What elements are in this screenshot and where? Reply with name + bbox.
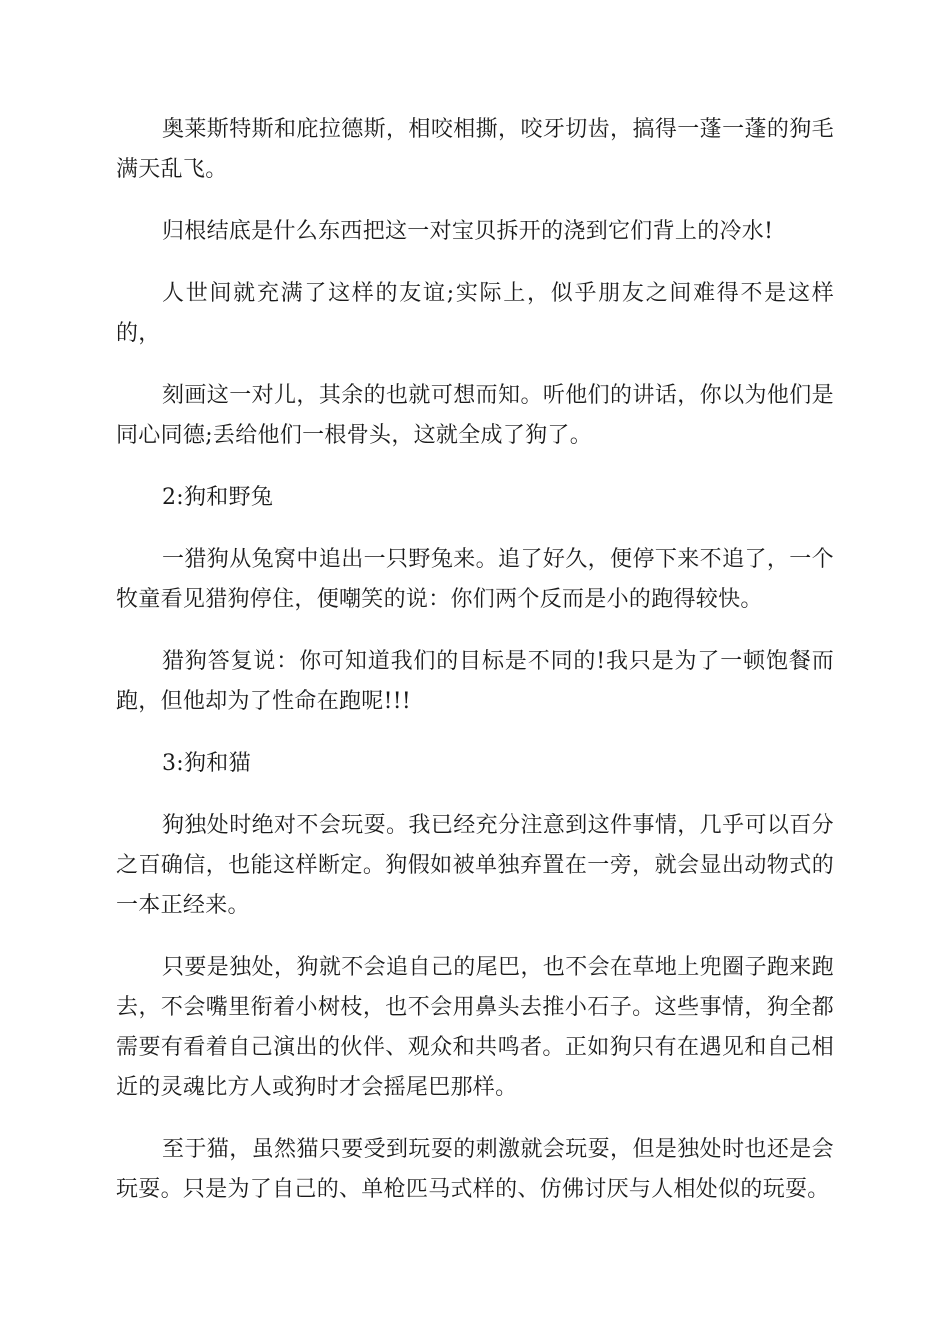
- paragraph-3: 人世间就充满了这样的友谊;实际上，似乎朋友之间难得不是这样的，: [116, 281, 834, 346]
- document-body: [116, 110, 834, 1232]
- paragraph-4: 刻画这一对儿，其余的也就可想而知。听他们的讲话，你以为他们是同心同德;丢给他们一根骨头，这就全成了狗了。: [116, 383, 834, 448]
- paragraph-5: 一猎狗从兔窝中追出一只野兔来。追了好久，便停下来不追了，一个牧童看见猎狗停住，便嘲笑的说：你们两个反而是小的跑得较快。: [116, 547, 834, 612]
- paragraph-1: 奥莱斯特斯和庇拉德斯，相咬相撕，咬牙切齿，搞得一蓬一蓬的狗毛满天乱飞。: [116, 117, 834, 182]
- paragraph-8: 只要是独处，狗就不会追自己的尾巴，也不会在草地上兜圈子跑来跑去，不会嘴里衔着小树枝，也不会用鼻头去推小石子。这些事情，狗全都需要有看着自己演出的伙伴、观众和共鸣者。正如狗只有在遇见和自己相近的灵魂比方人或狗时才会摇尾巴那样。: [116, 955, 834, 1100]
- section-heading-2: 2:狗和野兔: [162, 485, 274, 510]
- paragraph-2: 归根结底是什么东西把这一对宝贝拆开的浇到它们背上的冷水!: [162, 219, 774, 244]
- paragraph-9: 至于猫，虽然猫只要受到玩耍的刺激就会玩耍，但是独处时也还是会玩耍。只是为了自己的、单枪匹马式样的、仿佛讨厌与人相处似的玩耍。: [116, 1137, 834, 1202]
- section-heading-3: 3:狗和猫: [162, 751, 251, 776]
- paragraph-6: 猎狗答复说：你可知道我们的目标是不同的!我只是为了一顿饱餐而跑，但他却为了性命在跑呢!!!: [116, 649, 834, 714]
- paragraph-7: 狗独处时绝对不会玩耍。我已经充分注意到这件事情，几乎可以百分之百确信，也能这样断定。狗假如被单独弃置在一旁，就会显出动物式的一本正经来。: [116, 813, 834, 918]
